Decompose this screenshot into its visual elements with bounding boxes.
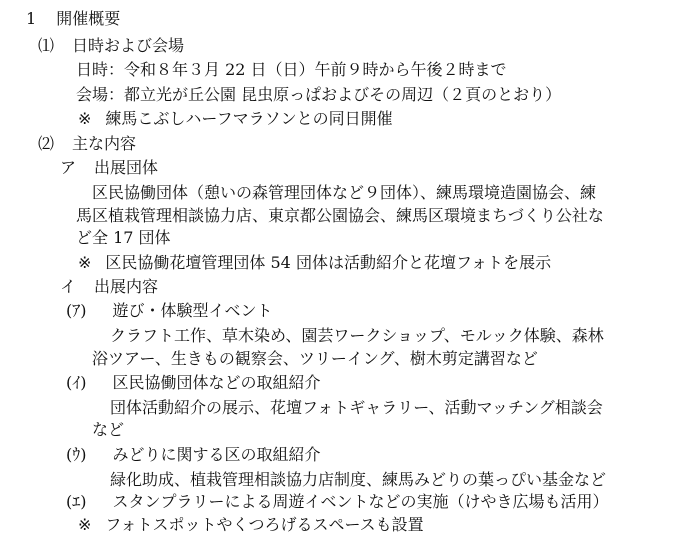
item2a-title: 出展団体 (94, 158, 159, 178)
sub1-title: 遊び・体験型イベント (112, 301, 273, 321)
item2-heading (0, 133, 136, 155)
sub3-heading (0, 444, 321, 466)
item2a-note (0, 252, 551, 274)
item1-venue: 会場：都立光が丘公園 昆虫原っぱおよびその周辺（２頁のとおり） (76, 84, 562, 104)
sub4-marker: (ｴ) (66, 492, 87, 512)
item2a-text-line: 馬区植栽管理相談協力店、東京都公園協会、練馬区環境まちづくり公社な (76, 205, 604, 225)
item2i-title: 出展内容 (94, 276, 159, 296)
section-title: 開催概要 (56, 9, 121, 28)
item2i-marker: イ (60, 276, 77, 296)
sub1-marker: (ｱ) (66, 301, 87, 321)
note-text: フォトスポットやくつろげるスペースも設置 (105, 515, 424, 534)
sub3-marker: (ｳ) (66, 445, 87, 464)
item2-title: 主な内容 (72, 133, 137, 153)
item2a-marker: ア (60, 158, 77, 178)
item1-title: 日時および会場 (72, 35, 185, 55)
note-text: 練馬こぶしハーフマラソンとの同日開催 (105, 109, 393, 129)
item2i-heading (0, 276, 158, 298)
sub4-title: スタンプラリーによる周遊イベントなどの実施（けやき広場も活用） (112, 492, 609, 512)
sub3-title: みどりに関する区の取組紹介 (112, 445, 321, 464)
sub3-text-line: 緑化助成、植栽管理相談協力店制度、練馬みどりの葉っぴい基金など (110, 469, 607, 489)
note-mark: ※ (78, 253, 92, 272)
item1-marker: ⑴ (38, 35, 55, 55)
item2a-text-line: 区民協働団体（憩いの森管理団体など９団体）、練馬環境造園協会、練 (92, 183, 597, 202)
sub2-marker: (ｲ) (66, 373, 87, 393)
item2a-text-line: ど全 17 団体 (76, 228, 171, 248)
sub1-text-line: クラフト工作、草木染め、園芸ワークショップ、モルック体験、森林 (110, 325, 604, 345)
sub4-heading (0, 491, 609, 513)
item2-marker: ⑵ (38, 133, 55, 153)
item1-datetime: 日時：令和８年３月 22 日（日）午前９時から午後２時まで (76, 60, 507, 80)
sub2-text-line: など (92, 420, 125, 440)
sub1-heading (0, 300, 273, 322)
section-heading (0, 8, 120, 30)
sub2-heading (0, 372, 321, 394)
note-text: 区民協働花壇管理団体 54 団体は活動紹介と花壇フォトを展示 (105, 253, 552, 272)
sub2-title: 区民協働団体などの取組紹介 (112, 373, 321, 393)
item2a-heading (0, 157, 158, 179)
section-number: 1 (26, 9, 37, 28)
sub1-text-line: 浴ツアー、生きもの観察会、ツリーイング、樹木剪定講習など (92, 348, 538, 368)
item1-heading (0, 35, 184, 57)
item1-note (0, 108, 393, 130)
item2i-note (0, 514, 424, 536)
note-mark: ※ (78, 515, 92, 534)
sub2-text-line: 団体活動紹介の展示、花壇フォトギャラリー、活動マッチング相談会 (110, 397, 603, 417)
note-mark: ※ (78, 109, 92, 129)
